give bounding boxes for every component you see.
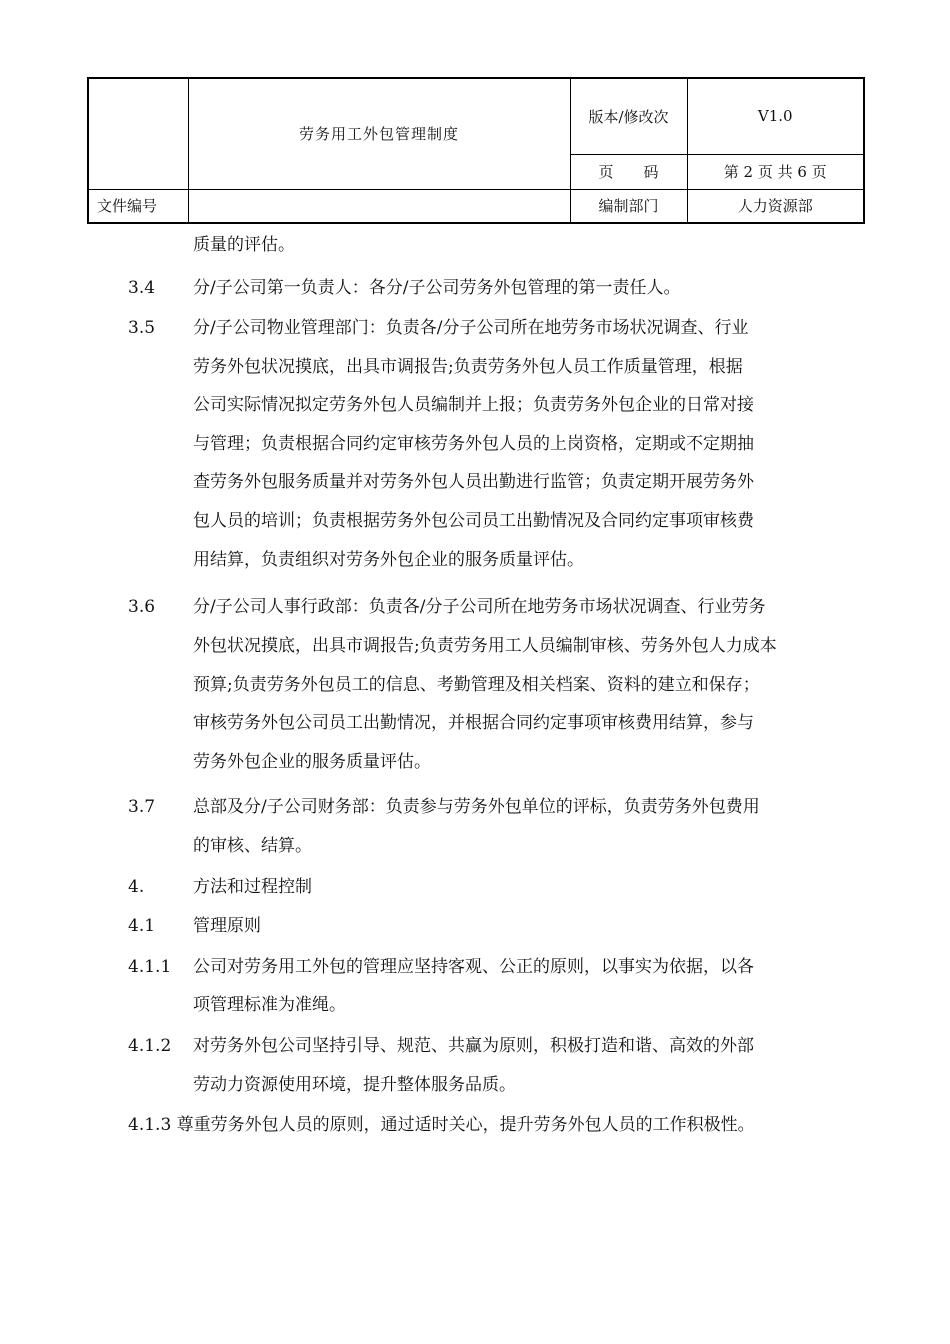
paragraph-line: 用结算，负责组织对劳务外包企业的服务质量评估。 [193, 550, 584, 570]
paragraph-line: 的审核、结算。 [193, 836, 312, 856]
paragraph-line: 公司实际情况拟定劳务外包人员编制并上报；负责劳务外包企业的日常对接 [193, 395, 754, 415]
clause-number: 4.1.1 [128, 957, 172, 977]
doc-no-value [188, 189, 570, 223]
page-value: 第 2 页 共 6 页 [687, 154, 864, 189]
clause-number: 4. [128, 877, 145, 897]
paragraph-line: 劳务外包企业的服务质量评估。 [193, 752, 431, 772]
paragraph-line: 劳动力资源使用环境，提升整体服务品质。 [193, 1075, 516, 1095]
paragraph-line: 总部及分/子公司财务部：负责参与劳务外包单位的评标，负责劳务外包费用 [193, 797, 760, 817]
page-label: 页 码 [570, 154, 687, 189]
paragraph-line: 管理原则 [193, 916, 261, 936]
version-label: 版本/修改次 [570, 78, 687, 154]
paragraph-line: 预算;负责劳务外包员工的信息、考勤管理及相关档案、资料的建立和保存； [193, 675, 760, 695]
paragraph-line: 对劳务外包公司坚持引导、规范、共赢为原则，积极打造和谐、高效的外部 [193, 1036, 754, 1056]
paragraph-line: 公司对劳务用工外包的管理应坚持客观、公正的原则，以事实为依据，以各 [193, 957, 754, 977]
paragraph-line: 审核劳务外包公司员工出勤情况，并根据合同约定事项审核费用结算，参与 [193, 713, 754, 733]
paragraph-line: 项管理标准为准绳。 [193, 995, 346, 1015]
paragraph-line: 分/子公司人事行政部：负责各/分子公司所在地劳务市场状况调查、行业劳务 [193, 597, 766, 617]
paragraph-line: 劳务外包状况摸底，出具市调报告;负责劳务外包人员工作质量管理，根据 [193, 357, 743, 377]
paragraph-line: 与管理；负责根据合同约定审核劳务外包人员的上岗资格，定期或不定期抽 [193, 434, 754, 454]
clause-number: 4.1 [128, 916, 156, 936]
paragraph-line: 查劳务外包服务质量并对劳务外包人员出勤进行监管；负责定期开展劳务外 [193, 472, 754, 492]
paragraph-line: 包人员的培训；负责根据劳务外包公司员工出勤情况及合同约定事项审核费 [193, 511, 754, 531]
paragraph-line: 分/子公司第一负责人：各分/子公司劳务外包管理的第一责任人。 [193, 278, 681, 298]
paragraph-line: 分/子公司物业管理部门：负责各/分子公司所在地劳务市场状况调查、行业 [193, 318, 749, 338]
document-header-table [87, 77, 865, 224]
paragraph-line: 外包状况摸底，出具市调报告;负责劳务用工人员编制审核、劳务外包人力成本 [193, 636, 777, 656]
clause-number: 3.4 [128, 278, 156, 298]
document-title: 劳务用工外包管理制度 [188, 78, 570, 189]
version-value: V1.0 [687, 78, 864, 154]
dept-label: 编制部门 [570, 189, 687, 223]
clause-number: 3.6 [128, 597, 156, 617]
paragraph-line: 质量的评估。 [193, 235, 295, 255]
paragraph-line: 方法和过程控制 [193, 877, 312, 897]
dept-value: 人力资源部 [687, 189, 864, 223]
clause-number: 3.5 [128, 318, 156, 338]
doc-no-label: 文件编号 [88, 189, 188, 223]
paragraph-line: 4.1.3 尊重劳务外包人员的原则，通过适时关心，提升劳务外包人员的工作积极性。 [128, 1115, 755, 1135]
clause-number: 3.7 [128, 797, 156, 817]
clause-number: 4.1.2 [128, 1036, 172, 1056]
logo-cell [88, 78, 188, 189]
